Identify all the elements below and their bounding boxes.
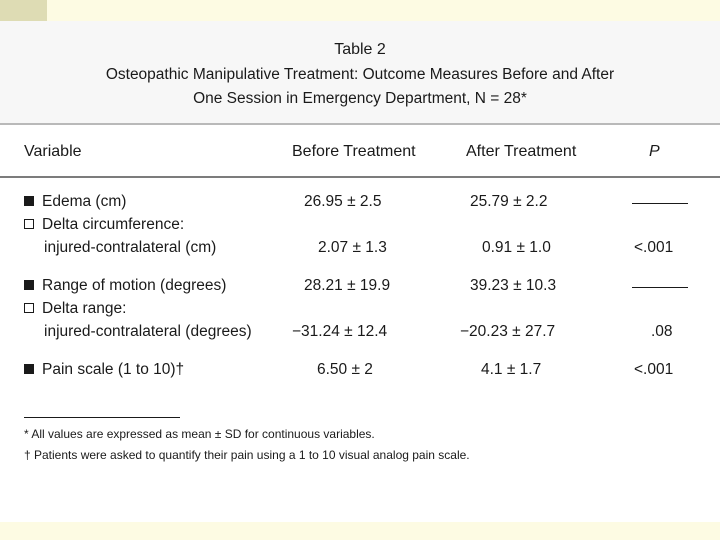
filled-square-bullet-icon [24,196,34,206]
row-range-of-motion-p-dash [632,287,688,288]
header-rule [0,176,720,178]
row-edema-label: Edema (cm) [24,193,126,211]
row-injured-contralateral-cm-label: injured-contralateral (cm) [44,239,217,256]
row-injured-contralateral-degrees-after: −20.23 ± 27.7 [460,323,556,340]
slide-bottom-band [0,522,720,540]
table-subtitle-line-1: Osteopathic Manipulative Treatment: Outcome Measures Before and After [105,66,615,83]
row-edema-before: 26.95 ± 2.5 [304,193,382,210]
row-injured-contralateral-cm-p: <.001 [634,239,674,256]
row-injured-contralateral-cm-after: 0.91 ± 1.0 [482,239,551,256]
footnote-values: * All values are expressed as mean ± SD for continuous variables. [24,427,375,441]
row-injured-contralateral-degrees-before: −31.24 ± 12.4 [292,323,388,340]
filled-square-bullet-icon [24,280,34,290]
row-delta-range-label: Delta range: [24,300,126,318]
table-title: Table 2 [334,41,386,58]
row-edema-after: 25.79 ± 2.2 [470,193,548,210]
row-range-of-motion-after: 39.23 ± 10.3 [470,277,557,294]
header-before-treatment: Before Treatment [292,143,416,160]
table-title-block [0,21,720,125]
row-pain-scale-before: 6.50 ± 2 [317,361,373,378]
open-square-bullet-icon [24,303,34,313]
footnote-rule [24,417,180,418]
header-p-value: P [649,143,660,160]
row-range-of-motion-label: Range of motion (degrees) [24,277,226,295]
row-edema-p-dash [632,203,688,204]
row-delta-circumference-label: Delta circumference: [24,216,184,234]
row-pain-scale-label: Pain scale (1 to 10)† [24,361,184,379]
row-pain-scale-after: 4.1 ± 1.7 [481,361,542,378]
slide-top-band [0,0,720,21]
open-square-bullet-icon [24,219,34,229]
row-injured-contralateral-degrees-label: injured-contralateral (degrees) [44,323,252,340]
header-after-treatment: After Treatment [466,143,577,160]
footnote-pain-scale: † Patients were asked to quantify their pain using a 1 to 10 visual analog pain scale. [24,448,470,462]
header-variable: Variable [24,143,82,160]
row-range-of-motion-before: 28.21 ± 19.9 [304,277,391,294]
row-injured-contralateral-cm-before: 2.07 ± 1.3 [318,239,387,256]
row-pain-scale-p: <.001 [634,361,674,378]
filled-square-bullet-icon [24,364,34,374]
slide-corner-accent [0,0,47,21]
row-injured-contralateral-degrees-p: .08 [651,323,673,340]
table-subtitle-line-2: One Session in Emergency Department, N = 28* [193,90,527,107]
